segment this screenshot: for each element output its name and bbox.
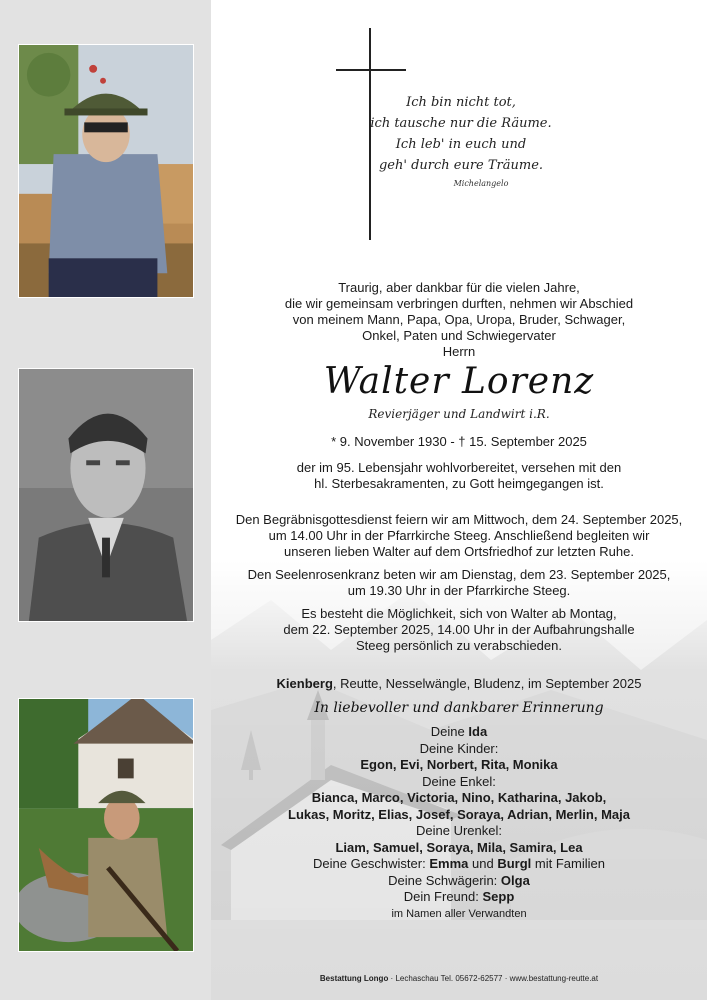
paragraph-line: Den Begräbnisgottesdienst feiern wir am Mittwoch, dem 24. September 2025, [235,512,683,527]
wife-name: Ida [468,724,488,739]
closing-line: im Namen aller Verwandten [391,907,527,920]
poem-line: ich tausche nur die Räume. [370,116,552,131]
passing-paragraph [211,460,707,492]
siblings-label: Deine Geschwister: [313,856,426,871]
paragraph-line: hl. Sterbesakramenten, zu Gott heimgegangen ist. [314,476,604,491]
obituary-content [211,0,707,1000]
intro-line: die wir gemeinsam verbringen durften, nehmen wir Abschied [284,296,634,311]
paragraph-line: um 14.00 Uhr in der Pfarrkirche Steeg. Anschließend begleiten wir [268,528,650,543]
portrait-photo-elderly [18,44,194,298]
paragraph-line: um 19.30 Uhr in der Pfarrkirche Steeg. [347,583,571,598]
siblings-suffix: mit Familien [534,856,605,871]
deceased-title: Revierjäger und Landwirt i.R. [368,407,550,421]
poem-line: geh' durch eure Träume. [378,158,544,173]
paragraph-line: der im 95. Lebensjahr wohlvorbereitet, versehen mit den [296,460,622,475]
greatgrandchildren-names: Liam, Samuel, Soraya, Mila, Samira, Lea [335,839,583,855]
greatgrandchildren-label: Deine Urenkel: [416,823,502,838]
hunter-photo [18,698,194,952]
portrait-photo-young [18,368,194,622]
friend-label: Dein Freund: [403,889,479,904]
place-bold: Kienberg [276,676,333,691]
memorial-poem [361,92,561,176]
intro-line: von meinem Mann, Papa, Opa, Uropa, Bruder, Schwager, [292,312,626,327]
footer-imprint [211,974,707,983]
paragraph-line: Es besteht die Möglichkeit, sich von Walter ab Montag, [301,606,617,621]
place-rest: , Reutte, Nesselwängle, Bludenz, im September 2025 [332,676,642,691]
paragraph-line: unseren lieben Walter auf dem Ortsfriedhof zur letzten Ruhe. [284,544,634,559]
intro-line: Onkel, Paten und Schwiegervater [362,328,556,343]
children-label: Deine Kinder: [419,740,499,756]
grandchildren-label: Deine Enkel: [422,773,496,789]
poem-line: Ich bin nicht tot, [406,95,516,110]
paragraph-line: dem 22. September 2025, 14.00 Uhr in der Aufbahrungshalle [283,622,635,637]
sisterinlaw-name: Olga [500,872,530,888]
rosary-paragraph [211,567,707,599]
place-date-line [211,676,707,692]
friend-name: Sepp [482,889,515,904]
wife-label: Deine [430,724,465,739]
poem-line: Ich leb' in euch und [395,137,527,152]
grandchildren-names: Lukas, Moritz, Elias, Josef, Soraya, Adrian, Merlin, Maja [288,806,630,822]
memory-heading: In liebevoller und dankbarer Erinnerung [314,700,604,716]
sibling-name: Burgl [497,856,532,871]
grandchildren-names: Bianca, Marco, Victoria, Nino, Katharina, Jakob, [311,790,607,805]
sisterinlaw-label: Deine Schwägerin: [388,872,498,888]
footer-company: Bestattung Longo [319,974,389,983]
paragraph-line: Den Seelenrosenkranz beten wir am Dienstag, dem 23. September 2025, [247,567,671,582]
siblings-and: und [472,856,494,871]
intro-line: Herrn [442,344,476,359]
children-names: Egon, Evi, Norbert, Rita, Monika [360,757,558,772]
sibling-name: Emma [429,856,469,871]
poem-author: Michelangelo [453,179,509,188]
funeral-paragraph [211,512,707,560]
photo-sidebar [0,0,211,1000]
viewing-paragraph [211,606,707,654]
footer-details: · Lechaschau Tel. 05672-62577 · www.bestattung-reutte.at [388,974,599,983]
paragraph-line: Steeg persönlich zu verabschieden. [356,638,562,653]
family-list [211,724,707,922]
deceased-name: Walter Lorenz [323,361,595,402]
life-dates: * 9. November 1930 - † 15. September 2025 [331,434,587,449]
intro-line: Traurig, aber dankbar für die vielen Jahre, [338,280,580,295]
intro-text [211,280,707,360]
